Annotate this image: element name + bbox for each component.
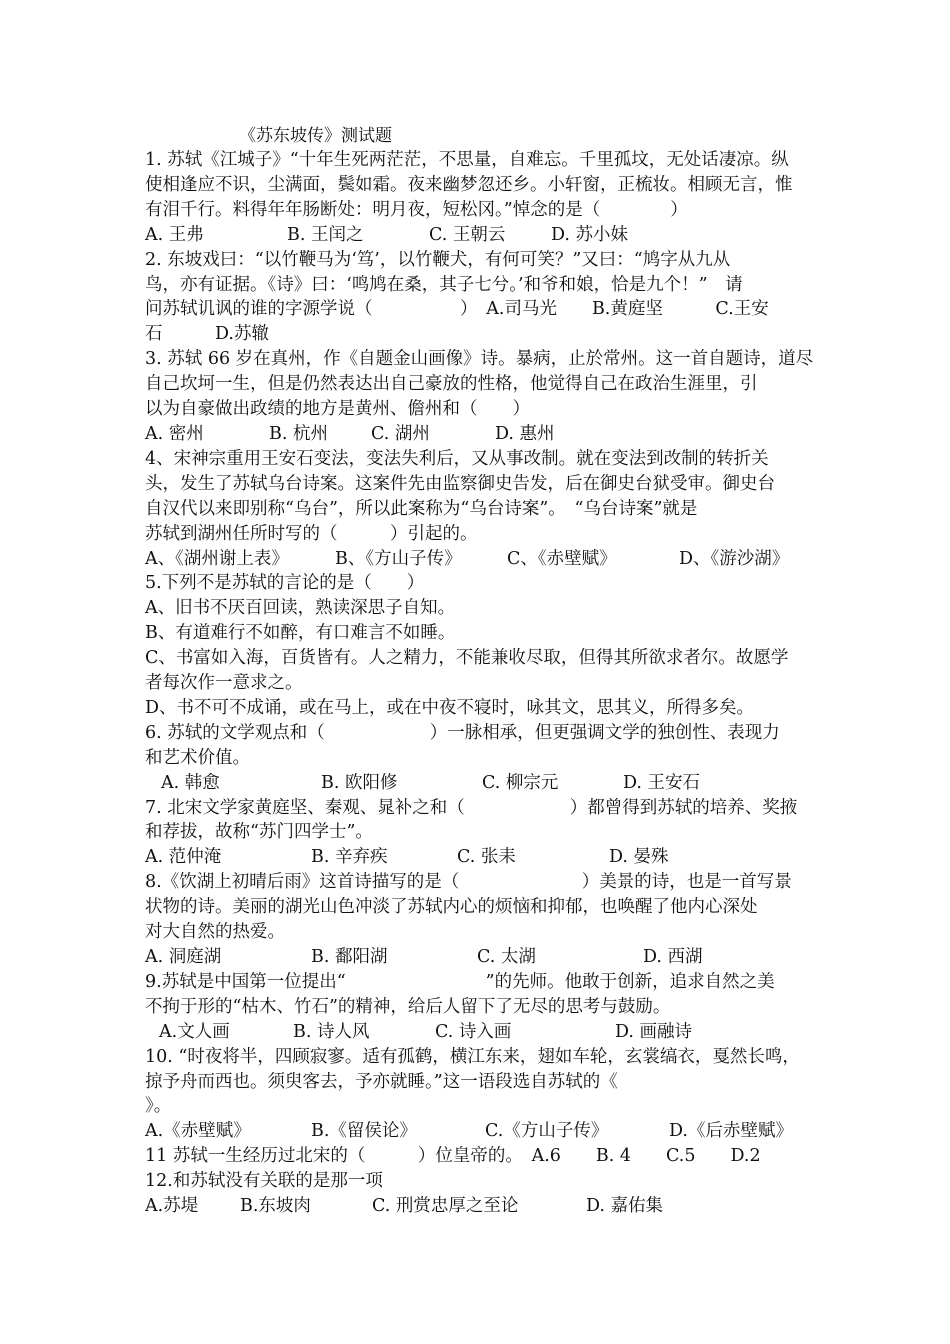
q1-text-1: 1. 苏轼《江城子》“十年生死两茫茫，不思量，自难忘。千里孤坟，无处话凄凉。纵 [145,150,789,170]
q12-option-b: B.东坡肉 [240,1196,311,1217]
q9-option-c: C. 诗入画 [435,1021,512,1042]
q5-option-c-1: C、书富如入海，百货皆有。人之精力，不能兼收尽取，但得其所欲求者尔。故愿学 [145,648,789,669]
q10-text-2: 掠予舟而西也。须臾客去，予亦就睡。”这一语段选自苏轼的《 [145,1071,618,1092]
q12-options [145,1194,810,1219]
q2-text-4: 石 D.苏辙 [145,324,269,345]
q4-options [145,547,810,572]
q8-text-2: 状物的诗。美丽的湖光山色冲淡了苏轼内心的烦恼和抑郁，也唤醒了他内心深处 [145,897,758,918]
q7-options [145,845,810,870]
q1-options [145,223,810,248]
q1-option-c: C. 王朝云 [429,224,506,245]
q3-text-2: 自己坎坷一生，但是仍然表达出自己豪放的性格，他觉得自己在政治生涯里，引 [145,374,758,395]
q7-option-a: A. 范仲淹 [145,847,222,868]
q8-option-c: C. 太湖 [477,947,536,967]
q3-option-d: D. 惠州 [495,423,555,444]
q4-option-b: B、《方山子传》 [335,548,462,569]
q4-option-d: D、《游沙湖》 [679,548,790,569]
q6-options [145,771,810,796]
q7-option-d: D. 晏殊 [609,847,669,868]
q6-text-2: 和艺术价值。 [145,747,250,768]
q4-text-1: 4、宋神宗重用王安石变法，变法失利后，又从事改制。就在变法到改制的转折关 [145,448,769,469]
q2-text-2: 鸟，亦有证据。《诗》曰：‘鸣鸠在桑，其子七兮。’和爷和娘，恰是九个！” 请 [145,274,743,295]
q4-option-a: A、《湖州谢上表》 [145,548,289,569]
q10-options [145,1119,810,1144]
q7-text-2: 和荐拔，故称“苏门四学士”。 [145,822,373,843]
q10-option-b: B.《留侯论》 [311,1121,417,1142]
q11-text: 11 苏轼一生经历过北宋的（ ）位皇帝的。 A.6 B. 4 C.5 D.2 [145,1146,761,1167]
q3-option-b: B. 杭州 [269,423,328,444]
q8-option-a: A. 洞庭湖 [145,947,222,967]
q5-text: 5.下列不是苏轼的言论的是（ ） [145,573,425,594]
q8-text-1: 8.《饮湖上初晴后雨》这首诗描写的是（ ）美景的诗，也是一首写景 [145,872,792,893]
q1-text-3: 有泪千行。料得年年肠断处：明月夜，短松冈。”悼念的是（ ） [145,199,688,220]
q4-text-2: 头，发生了苏轼乌台诗案。这案件先由监察御史告发，后在御史台狱受审。御史台 [145,473,775,494]
q5-option-d: D、书不可不成诵，或在马上，或在中夜不寝时，咏其文，思其义，所得多矣。 [145,697,755,718]
q2-text-1: 2. 东坡戏曰：“以竹鞭马为‘笃’，以竹鞭犬，有何可笑？”又曰：“鸠字从九从 [145,249,731,270]
q2-text-3: 问苏轼讥讽的谁的字源学说（ ） A.司马光 B.黄庭坚 C.王安 [145,299,769,320]
q1-option-a: A. 王弗 [145,224,204,245]
q12-text: 12.和苏轼没有关联的是那一项 [145,1171,383,1192]
q5-option-b: B、有道难行不如醉，有口难言不如睡。 [145,623,456,644]
q1-text-2: 使相逢应不识，尘满面，鬓如霜。夜来幽梦忽还乡。小轩窗，正梳妆。相顾无言，惟 [145,174,793,195]
q3-text-1: 3. 苏轼 66 岁在真州，作《自题金山画像》诗。暴病，止於常州。这一首自题诗，道尽 [145,349,814,370]
q12-option-c: C. 刑赏忠厚之至论 [372,1196,519,1217]
q1-option-b: B. 王闰之 [287,224,364,245]
q3-text-3: 以为自豪做出政绩的地方是黄州、儋州和（ ） [145,399,530,420]
q6-text-1: 6. 苏轼的文学观点和（ ）一脉相承，但更强调文学的独创性、表现力 [145,722,780,743]
q6-option-a: A. 韩愈 [161,772,220,793]
q10-option-c: C.《方山子传》 [485,1121,609,1142]
q8-option-b: B. 鄱阳湖 [311,947,388,967]
q9-option-d: D. 画融诗 [615,1021,693,1042]
q8-option-d: D. 西湖 [643,947,703,967]
q4-text-3: 自汉代以来即别称“乌台”，所以此案称为“乌台诗案”。 “乌台诗案”就是 [145,498,698,519]
q9-text-2: 不拘于形的“枯木、竹石”的精神，给后人留下了无尽的思考与鼓励。 [145,996,671,1017]
q8-options [145,945,810,970]
q5-option-c-2: 者每次作一意求之。 [145,673,303,694]
q9-options [145,1020,810,1045]
q1-option-d: D. 苏小妹 [551,224,629,245]
q10-option-a: A.《赤壁赋》 [145,1121,251,1142]
q10-text-1: 10. “时夜将半，四顾寂寥。适有孤鹤，横江东来，翅如车轮，玄裳缟衣，戛然长鸣， [145,1046,800,1067]
q4-option-c: C、《赤壁赋》 [507,548,617,569]
q9-text-1: 9.苏轼是中国第一位提出“ ”的先师。他敢于创新，追求自然之美 [145,971,775,992]
q6-option-d: D. 王安石 [623,772,701,793]
q12-option-d: D. 嘉佑集 [586,1196,664,1217]
q4-text-4: 苏轼到湖州任所时写的（ ）引起的。 [145,523,478,544]
q6-option-b: B. 欧阳修 [321,772,398,793]
q3-option-a: A. 密州 [145,423,204,444]
q7-text-1: 7. 北宋文学家黄庭坚、秦观、晁补之和（ ）都曾得到苏轼的培养、奖掖 [145,797,798,818]
q7-option-b: B. 辛弃疾 [311,847,388,868]
q3-option-c: C. 湖州 [371,423,430,444]
q3-options [145,422,810,447]
q10-option-d: D.《后赤壁赋》 [669,1121,793,1142]
q5-option-a: A、旧书不厌百回读，熟读深思子自知。 [145,598,456,619]
q12-option-a: A.苏堤 [145,1196,199,1217]
exam-page [145,124,814,1219]
page-title: 《苏东坡传》测试题 [239,126,392,146]
q6-option-c: C. 柳宗元 [482,772,559,793]
q10-text-3: 》。 [145,1096,172,1117]
q9-option-b: B. 诗人风 [293,1021,370,1042]
q8-text-3: 对大自然的热爱。 [145,922,285,943]
q7-option-c: C. 张耒 [457,847,516,868]
q9-option-a: A.文人画 [159,1021,230,1042]
